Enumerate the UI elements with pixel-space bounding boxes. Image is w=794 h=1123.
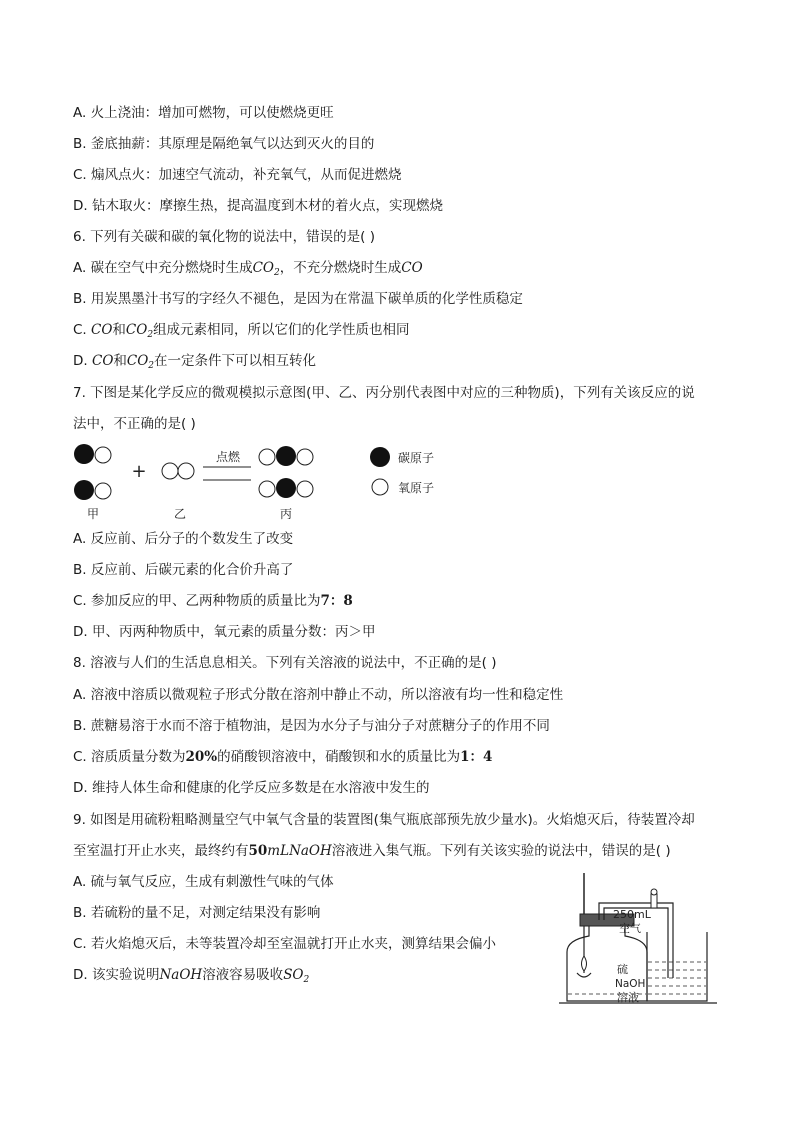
co-molecule bbox=[74, 444, 111, 464]
q9-option-b: B. 若硫粉的量不足，对测定结果没有影响 bbox=[73, 905, 321, 921]
combustion-spoon bbox=[577, 973, 591, 977]
legend-oxygen-label: 氧原子 bbox=[398, 481, 435, 495]
reaction-condition: 点燃 bbox=[215, 450, 241, 464]
water-clamp bbox=[651, 894, 657, 908]
q6a-text-pre: A. 碳在空气中充分燃烧时生成 bbox=[73, 260, 253, 276]
solution-label: 溶液 bbox=[617, 991, 639, 1004]
q7-option-c: C. 参加反应的甲、乙两种物质的质量比为7：8 bbox=[73, 593, 353, 609]
question-8-stem: 8. 溶液与人们的生活息息相关。下列有关溶液的说法中，不正确的是( ) bbox=[73, 655, 497, 671]
q8-option-b: B. 蔗糖易溶于水而不溶于植物油，是因为水分子与油分子对蔗糖分子的作用不同 bbox=[73, 718, 550, 734]
label-yi: 乙 bbox=[173, 507, 187, 521]
q6-option-b: B. 用炭黑墨汁书写的字经久不褪色，是因为在常温下碳单质的化学性质稳定 bbox=[73, 291, 523, 307]
q9-option-d: D. 该实验说明NaOH溶液容易吸收$SO_2$ bbox=[73, 967, 310, 985]
q7-option-b: B. 反应前、后碳元素的化合价升高了 bbox=[73, 562, 294, 578]
q8-option-a: A. 溶液中溶质以微观粒子形式分散在溶剂中静止不动，所以溶液有均一性和稳定性 bbox=[73, 687, 564, 703]
q5-option-a: A. 火上浇油：增加可燃物，可以使燃烧更旺 bbox=[73, 105, 334, 121]
question-7-stem-line1: 7. 下图是某化学反应的微观模拟示意图(甲、乙、丙分别代表图中对应的三种物质)，下列有关该反应的说 bbox=[73, 385, 695, 401]
q8-option-d: D. 维持人体生命和健康的化学反应多数是在水溶液中发生的 bbox=[73, 780, 430, 796]
question-9-stem-line2: 至室温打开止水夹，最终约有50mLNaOH溶液进入集气瓶。下列有关该实验的说法中，错误的是( ) bbox=[73, 843, 671, 859]
co2-formula: $CO_2$ bbox=[125, 322, 154, 340]
question-7-stem-line2: 法中，不正确的是( ) bbox=[73, 416, 196, 432]
co2-formula: $CO_2$ bbox=[126, 353, 155, 371]
air-label: 空气 bbox=[619, 922, 641, 935]
label-jia: 甲 bbox=[86, 507, 100, 521]
co-formula: CO bbox=[91, 353, 114, 369]
mass-ratio: 1：4 bbox=[460, 749, 493, 765]
apparatus-diagram bbox=[555, 870, 725, 1010]
legend-oxygen bbox=[372, 479, 434, 495]
flame-icon bbox=[582, 956, 587, 971]
q6-option-a bbox=[73, 258, 423, 283]
question-9-stem-line1: 9. 如图是用硫粉粗略测量空气中氧气含量的装置图(集气瓶底部预先放少量水)。火焰熄灭后，待装置冷却 bbox=[73, 812, 695, 828]
co-molecule bbox=[74, 480, 111, 500]
volume-naoh: mLNaOH bbox=[267, 843, 332, 859]
sulfur-label: 硫 bbox=[617, 963, 628, 976]
legend-carbon bbox=[370, 447, 434, 467]
q6-option-c: C. CO和$CO_2$组成元素相同，所以它们的化学性质也相同 bbox=[73, 322, 410, 340]
label-bing: 丙 bbox=[279, 507, 293, 521]
co-formula: CO bbox=[401, 260, 423, 276]
q5-option-d: D. 钻木取火：摩擦生热，提高温度到木材的着火点，实现燃烧 bbox=[73, 198, 443, 214]
mass-fraction: 20% bbox=[185, 749, 218, 765]
q9-option-a: A. 硫与氧气反应，生成有刺激性气味的气体 bbox=[73, 874, 334, 890]
q5-option-c: C. 煽风点火：加速空气流动，补充氧气，从而促进燃烧 bbox=[73, 167, 402, 183]
co2-formula: $CO_2$ bbox=[252, 260, 280, 278]
question-6-stem: 6. 下列有关碳和碳的氧化物的说法中，错误的是( ) bbox=[73, 229, 375, 245]
so2-formula: $SO_2$ bbox=[283, 967, 310, 985]
q7-option-d: D. 甲、丙两种物质中，氧元素的质量分数：丙＞甲 bbox=[73, 624, 376, 640]
naoh-formula: NaOH bbox=[159, 967, 203, 983]
mass-ratio: 7：8 bbox=[320, 593, 353, 609]
o2-molecule bbox=[162, 463, 194, 479]
legend-carbon-label: 碳原子 bbox=[398, 451, 435, 465]
q6a-text-mid: ，不充分燃烧时生成 bbox=[279, 260, 402, 276]
co-formula: CO bbox=[91, 322, 113, 338]
q8-option-c: C. 溶质质量分数为20%的硝酸钡溶液中，硝酸钡和水的质量比为1：4 bbox=[73, 749, 493, 765]
naoh-label: NaOH bbox=[615, 978, 646, 990]
reaction-diagram bbox=[60, 436, 460, 526]
co2-molecule bbox=[259, 478, 313, 498]
plus-sign: + bbox=[131, 461, 147, 482]
q7-option-a: A. 反应前、后分子的个数发生了改变 bbox=[73, 531, 294, 547]
flask-volume-label: 250mL bbox=[613, 908, 651, 921]
co2-molecule bbox=[259, 446, 313, 466]
beaker bbox=[647, 932, 707, 1001]
q5-option-b: B. 釜底抽薪：其原理是隔绝氧气以达到灭火的目的 bbox=[73, 136, 375, 152]
q6-option-d: D. CO和$CO_2$在一定条件下可以相互转化 bbox=[73, 353, 317, 371]
q9-option-c: C. 若火焰熄灭后，未等装置冷却至室温就打开止水夹，测算结果会偏小 bbox=[73, 936, 497, 952]
